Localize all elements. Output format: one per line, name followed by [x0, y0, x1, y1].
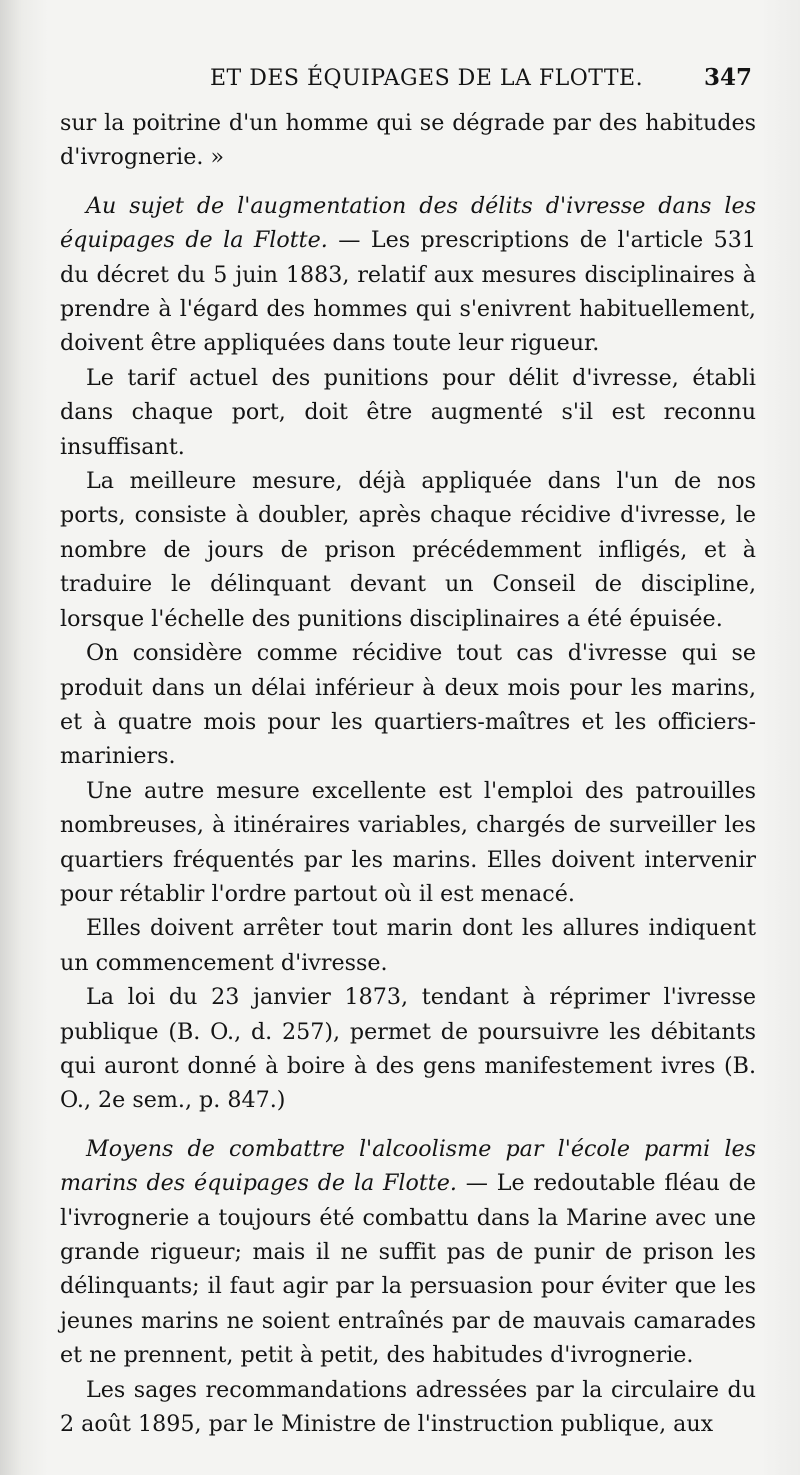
page-number: 347 [703, 64, 752, 91]
running-head: ET DES ÉQUIPAGES DE LA FLOTTE. [210, 66, 644, 91]
paragraph [60, 361, 756, 464]
section-heading: Au sujet de l'augmentation des délits d'ivresse dans les équipages de la Flotte. [60, 192, 756, 254]
paragraph [60, 911, 756, 980]
paragraph-text: Le tarif actuel des punitions pour délit d'ivresse, établi dans chaque port, doit être augmenté s'il est reconnu insuffisant. [60, 364, 756, 460]
paragraph-text: Elles doivent arrêter tout marin dont les allures indiquent un commencement d'ivresse. [60, 915, 756, 976]
section-paragraph-combat-alcoholism [60, 1132, 756, 1373]
paragraph [60, 980, 756, 1118]
paragraph-text: On considère comme récidive tout cas d'ivresse qui se produit dans un délai inférieur à deux mois pour les marins, et à quatre mois pour les quartiers-maîtres et les officiers-mariniers. [60, 640, 756, 770]
paragraph [60, 1373, 756, 1442]
paragraph [60, 636, 756, 774]
section-heading: Moyens de combattre l'alcoolisme par l'école parmi les marins des équipages de la Flotte. [60, 1135, 756, 1197]
paragraph-text: La loi du 23 janvier 1873, tendant à réprimer l'ivresse publique (B. O., d. 257), permet de poursuivre les débitants qui auront donné à boire à des gens manifestement ivres (B. O., 2e sem., p. 847.) [60, 984, 756, 1114]
paragraph [60, 774, 756, 912]
page-body [60, 106, 756, 1441]
paragraph [60, 464, 756, 636]
paragraph-continuation [60, 106, 756, 175]
paragraph-text: La meilleure mesure, déjà appliquée dans l'un de nos ports, consiste à doubler, après chaque récidive d'ivresse, le nombre de jours de prison précédemment infligés, et à traduire le délinquant devant un Conseil de discipline, lorsque l'échelle des punitions disciplinaires a été épuisée. [60, 468, 756, 632]
paragraph-text: — Le redoutable fléau de l'ivrognerie a toujours été combattu dans la Marine avec une grande rigueur; mais il ne suffit pas de punir de prison les délinquants; il faut agir par la persuasion pour éviter que les jeunes marins ne soient entraînés par de mauvais camarades et ne prennent, petit à petit, des habitudes d'ivrognerie. [60, 1170, 756, 1369]
page-header [60, 62, 760, 102]
section-paragraph-drunkenness-offences [60, 189, 756, 361]
paragraph-text: Une autre mesure excellente est l'emploi des patrouilles nombreuses, à itinéraires variables, chargés de surveiller les quartiers fréquentés par les marins. Elles doivent intervenir pour rétablir l'ordre partout où il est menacé. [60, 777, 756, 907]
paragraph-text: Les sages recommandations adressées par la circulaire du 2 août 1895, par le Ministre de l'instruction publique, aux [60, 1376, 756, 1438]
paragraph-text: — Les prescriptions de l'article 531 du décret du 5 juin 1883, relatif aux mesures disciplinaires à prendre à l'égard des hommes qui s'enivrent habituellement, doivent être appliquées dans toute leur rigueur. [60, 227, 756, 357]
paragraph-text: sur la poitrine d'un homme qui se dégrade par des habitudes d'ivrognerie. » [60, 110, 756, 171]
